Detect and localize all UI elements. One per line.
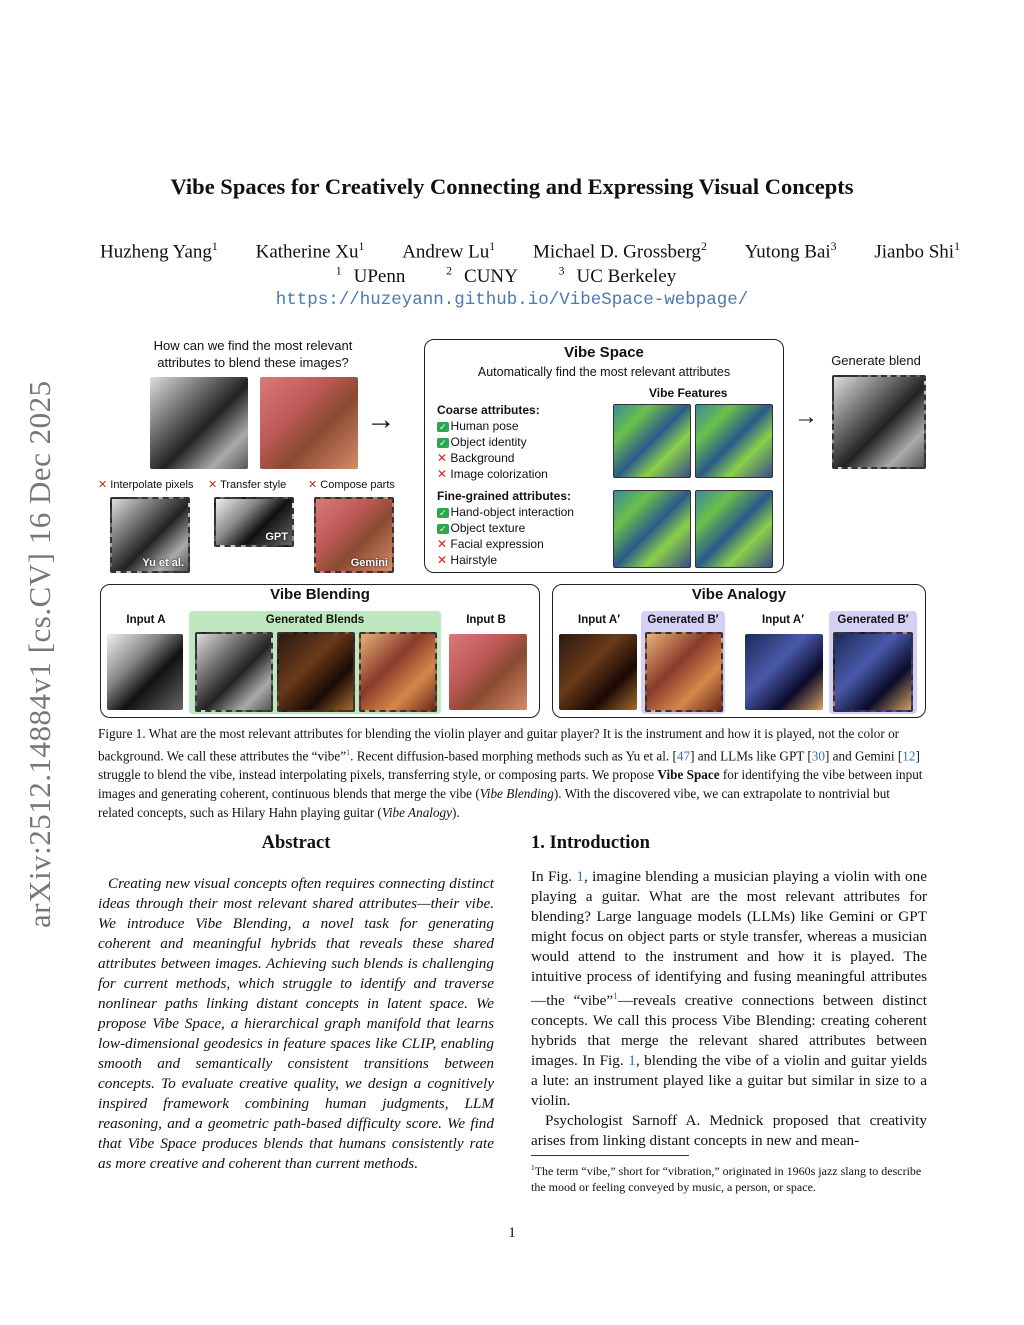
attribute-item: ✕ Image colorization [437, 467, 548, 481]
citation-link[interactable]: 47 [676, 748, 691, 764]
x-icon: ✕ [437, 553, 448, 567]
check-icon: ✓ [439, 524, 447, 534]
figure-ref-link[interactable]: 1 [576, 868, 584, 885]
x-icon: ✕ [208, 479, 218, 491]
blend-image [195, 632, 273, 712]
analogy-generated-image [833, 632, 913, 712]
abstract-heading: Abstract [261, 833, 331, 853]
arxiv-identifier: arXiv:2512.14884v1 [cs.CV] 16 Dec 2025 [22, 380, 57, 928]
footnote: $^1$The term “vibe,” short for “vibration,” originated in 1960s jazz slang to describe the mood or feeling conveyed by music, a person, or space. [531, 1163, 922, 1194]
check-icon: ✓ [439, 508, 447, 518]
yu-et-al-result-image: Yu et al. [110, 497, 190, 573]
author: Katherine Xu$^1$ [255, 240, 365, 263]
introduction-text: In Fig. 1, imagine blending a musician playing a violin with one playing a guitar. What are the most relevant attributes for blending? Large language models (LLMs) like Gemini or GPT might focus on object parts or style transfer, whereas a musician would attend to the instrument and how it is played. The intuitive process of identifying and fusing meaningful attributes—the “vibe”$^1$—reveals creative connections between distinct concepts. We call this process Vibe Blending: creating coherent hybrids that merge the relevant shared attributes between images. In Fig. 1, blending the vibe of a violin and guitar yields a lute: an instrument played like a guitar but similar in size to a violin. Psychologist Sarnoff A. Mednick proposed that creativity arises from linking distant concepts in new and mean- [531, 868, 927, 1150]
right-column [531, 833, 927, 1151]
input-guitar-image [260, 377, 358, 469]
input-b-image [449, 634, 527, 710]
vibe-space-subtitle: Automatically find the most relevant attributes [477, 365, 731, 379]
check-icon: ✓ [439, 438, 447, 448]
vibe-space-box [424, 339, 784, 573]
footnote-ref-link[interactable]: 1 [613, 992, 618, 1002]
failure-label: ✕ Compose parts [308, 479, 395, 491]
x-icon: ✕ [437, 451, 448, 465]
attribute-item: ✕ Background [437, 451, 515, 465]
generate-blend-label: Generate blend [831, 353, 921, 368]
generated-b-prime-label: Generated B′ [837, 614, 909, 626]
blend-image [277, 632, 355, 712]
paper-title: Vibe Spaces for Creatively Connecting and Expressing Visual Concepts [170, 174, 854, 199]
analogy-input-image [745, 634, 823, 710]
failure-label: ✕ Interpolate pixels [98, 479, 194, 491]
vibe-feature-map [613, 490, 691, 568]
left-column [98, 833, 494, 1174]
attribute-item: ✕ Hairstyle [437, 553, 498, 567]
vibe-feature-map [695, 404, 773, 478]
analogy-input-image [559, 634, 637, 710]
figure-ref-link[interactable]: 1 [628, 1052, 636, 1070]
author: Andrew Lu$^1$ [402, 240, 496, 263]
author: Michael D. Grossberg$^2$ [532, 240, 707, 263]
vibe-blending-box [100, 584, 540, 718]
attribute-item: ✕ Facial expression [437, 537, 544, 551]
attribute-item: ✓ Human pose [439, 419, 519, 433]
gpt-result-image: GPT [214, 497, 294, 547]
analogy-generated-image [645, 632, 723, 712]
vibe-features-label: Vibe Features [649, 386, 728, 400]
author-list [100, 240, 960, 263]
attribute-item: ✓ Object identity [439, 435, 527, 449]
vibe-feature-map [613, 404, 691, 478]
page-number: 1 [508, 1225, 516, 1241]
x-icon: ✕ [98, 479, 108, 491]
input-a-image [107, 634, 183, 710]
input-b-label: Input B [466, 614, 506, 626]
arrow-icon: → [794, 403, 818, 430]
fine-heading: Fine-grained attributes: [437, 489, 572, 503]
figure-1 [96, 333, 930, 718]
x-icon: ✕ [437, 467, 448, 481]
project-url-link[interactable]: https://huzeyann.github.io/VibeSpace-webpage/ [275, 290, 749, 310]
input-a-prime-label: Input A′ [762, 614, 804, 626]
vibe-space-title: Vibe Space [564, 344, 644, 361]
input-a-prime-label: Input A′ [578, 614, 620, 626]
gemini-result-image: Gemini [314, 497, 394, 573]
arrow-icon: → [366, 403, 396, 436]
input-violin-image [150, 377, 248, 469]
vibe-blending-title: Vibe Blending [270, 586, 370, 603]
blend-image [359, 632, 437, 712]
attribute-item: ✓ Object texture [439, 521, 526, 535]
input-a-label: Input A [126, 614, 166, 626]
attribute-item: ✓ Hand-object interaction [439, 505, 574, 519]
x-icon: ✕ [308, 479, 318, 491]
author: Jianbo Shi$^1$ [874, 240, 960, 263]
citation-link[interactable]: 12 [902, 748, 916, 764]
figure-question: How can we find the most relevant attributes to blend these images? [153, 338, 353, 370]
generated-blend-image [832, 375, 926, 469]
coarse-heading: Coarse attributes: [437, 403, 540, 417]
generated-b-prime-label: Generated B′ [647, 614, 719, 626]
citation-link[interactable]: 30 [811, 748, 825, 764]
vibe-feature-map [695, 490, 773, 568]
affiliations: $^1$ UPenn $^2$ CUNY $^3$ UC Berkeley [335, 265, 677, 288]
figure-caption: Figure 1. What are the most relevant attributes for blending the violin player and guitar player? It is the instrument and how it is played, not the color or background. We call these attributes the “vibe”$^1$. Recent diffusion-based morphing methods such as Yu et al. [47] and LLMs like GPT [30] and Gemini [12] struggle to blend the vibe, instead interpolating pixels, transferring style, or composing parts. We propose Vibe Space for identifying the vibe between input images and generating coherent, continuous blends that merge the vibe (Vibe Blending). With the discovered vibe, we can extrapolate to nontrivial but related concepts, such as Hilary Hahn playing guitar (Vibe Analogy). [98, 726, 923, 821]
x-icon: ✕ [437, 537, 448, 551]
author: Yutong Bai$^3$ [744, 240, 837, 263]
failure-label: ✕ Transfer style [208, 479, 287, 491]
footnote-rule [531, 1155, 689, 1156]
vibe-analogy-title: Vibe Analogy [691, 586, 787, 603]
vibe-analogy-box [552, 584, 926, 718]
introduction-heading: 1. Introduction [531, 833, 650, 853]
generated-blends-label: Generated Blends [265, 614, 365, 626]
check-icon: ✓ [439, 422, 447, 432]
author: Huzheng Yang$^1$ [100, 240, 218, 263]
abstract-text: Creating new visual concepts often requires connecting distinct ideas through their most relevant shared attributes—their vibe. We introduce Vibe Blending, a novel task for generating coherent and meaningful hybrids that reveals these shared attributes between images. Achieving such blends is challenging for current methods, which struggle to identify and traverse nonlinear paths linking distant concepts in latent space. We propose Vibe Space, a hierarchical graph manifold that learns low-dimensional geodesics in feature spaces like CLIP, enabling smooth and semantically consistent transitions between concepts. To evaluate creative quality, we design a cognitively inspired framework combining human judgments, LLM reasoning, and a geometric path-based difficulty score. We find that Vibe Space produces blends that humans consistently rate as more creative and coherent than current methods. [98, 875, 494, 1172]
